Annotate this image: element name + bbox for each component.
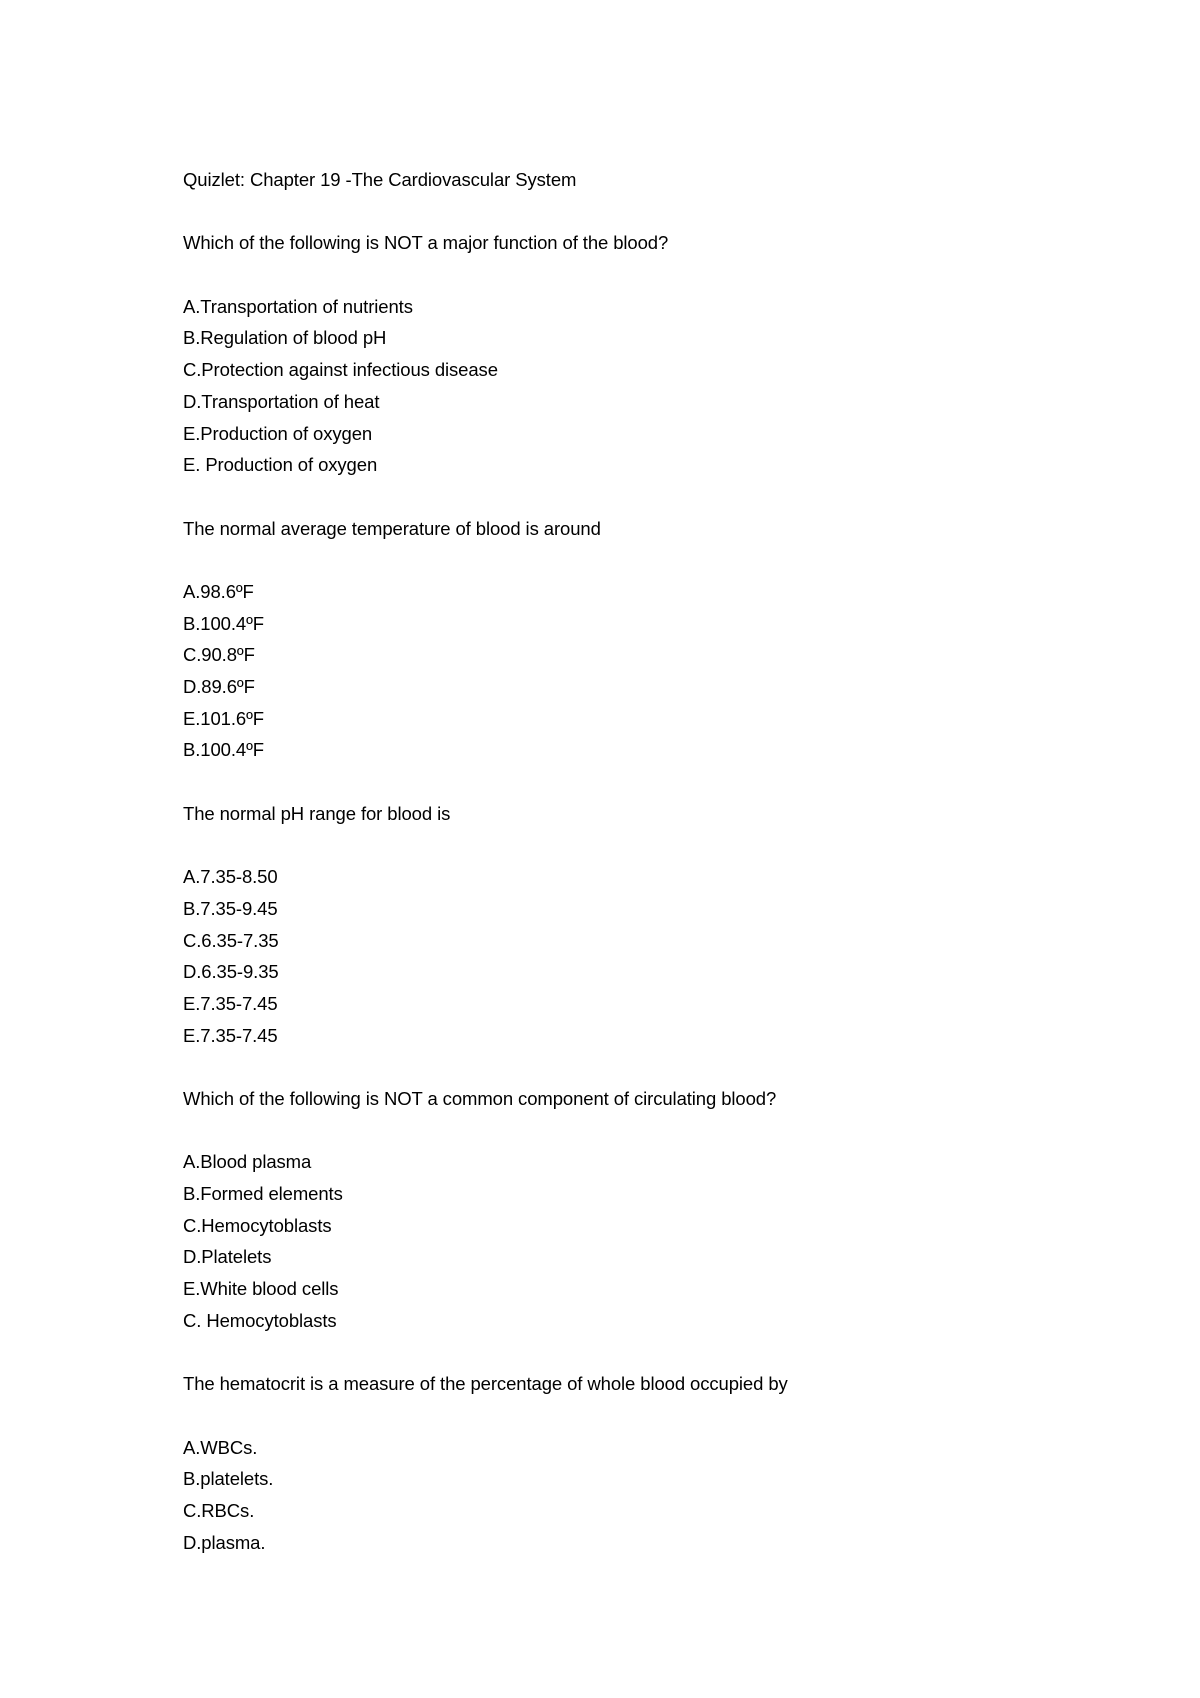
question-prompt: The hematocrit is a measure of the percentage of whole blood occupied by: [183, 1373, 788, 1395]
answer-option: E.Production of oxygen: [183, 422, 373, 444]
question-prompt: The normal average temperature of blood is around: [183, 517, 601, 539]
answer-option: D.6.35-9.35: [183, 961, 279, 983]
answer-option: A.Transportation of nutrients: [183, 295, 413, 317]
answer-option: B.7.35-9.45: [183, 897, 278, 919]
question-3: [183, 798, 1123, 1083]
spacer: [183, 481, 1123, 513]
answer-option: B.100.4ºF: [183, 612, 264, 634]
answer-option: E.101.6ºF: [183, 707, 264, 729]
answer-option: C.RBCs.: [183, 1499, 255, 1521]
question-1: [183, 227, 1123, 512]
answer-option: C.Hemocytoblasts: [183, 1214, 332, 1236]
answer-option: E.White blood cells: [183, 1278, 339, 1300]
spacer: [183, 1051, 1123, 1083]
answer-option: D.Platelets: [183, 1246, 272, 1268]
spacer: [183, 1336, 1123, 1368]
question-4: [183, 1083, 1123, 1368]
spacer: [183, 766, 1123, 798]
spacer: [183, 544, 1123, 576]
answer-option: A.7.35-8.50: [183, 866, 278, 888]
correct-answer: C. Hemocytoblasts: [183, 1309, 337, 1331]
question-prompt: Which of the following is NOT a major function of the blood?: [183, 232, 669, 254]
correct-answer: E.7.35-7.45: [183, 1024, 278, 1046]
answer-option: B.Regulation of blood pH: [183, 327, 387, 349]
answer-option: C.Protection against infectious disease: [183, 359, 498, 381]
answer-option: A.Blood plasma: [183, 1151, 312, 1173]
spacer: [183, 1115, 1123, 1147]
spacer: [183, 196, 1123, 228]
answer-option: E.7.35-7.45: [183, 992, 278, 1014]
correct-answer: E. Production of oxygen: [183, 454, 378, 476]
question-prompt: The normal pH range for blood is: [183, 802, 451, 824]
answer-option: C.90.8ºF: [183, 644, 255, 666]
document-title: Quizlet: Chapter 19 -The Cardiovascular System: [183, 169, 577, 190]
answer-option: D.plasma.: [183, 1531, 266, 1553]
question-2: [183, 513, 1123, 798]
answer-option: D.Transportation of heat: [183, 390, 380, 412]
correct-answer: B.100.4ºF: [183, 739, 264, 761]
answer-option: A.WBCs.: [183, 1436, 258, 1458]
spacer: [183, 1400, 1123, 1432]
answer-option: D.89.6ºF: [183, 676, 255, 697]
answer-option: B.Formed elements: [183, 1183, 343, 1204]
answer-option: C.6.35-7.35: [183, 929, 279, 951]
spacer: [183, 259, 1123, 291]
answer-option: A.98.6ºF: [183, 580, 254, 602]
question-5: [183, 1368, 1123, 1558]
document-content: [183, 164, 1123, 1558]
answer-option: B.platelets.: [183, 1468, 274, 1490]
question-prompt: Which of the following is NOT a common component of circulating blood?: [183, 1087, 777, 1109]
spacer: [183, 829, 1123, 861]
